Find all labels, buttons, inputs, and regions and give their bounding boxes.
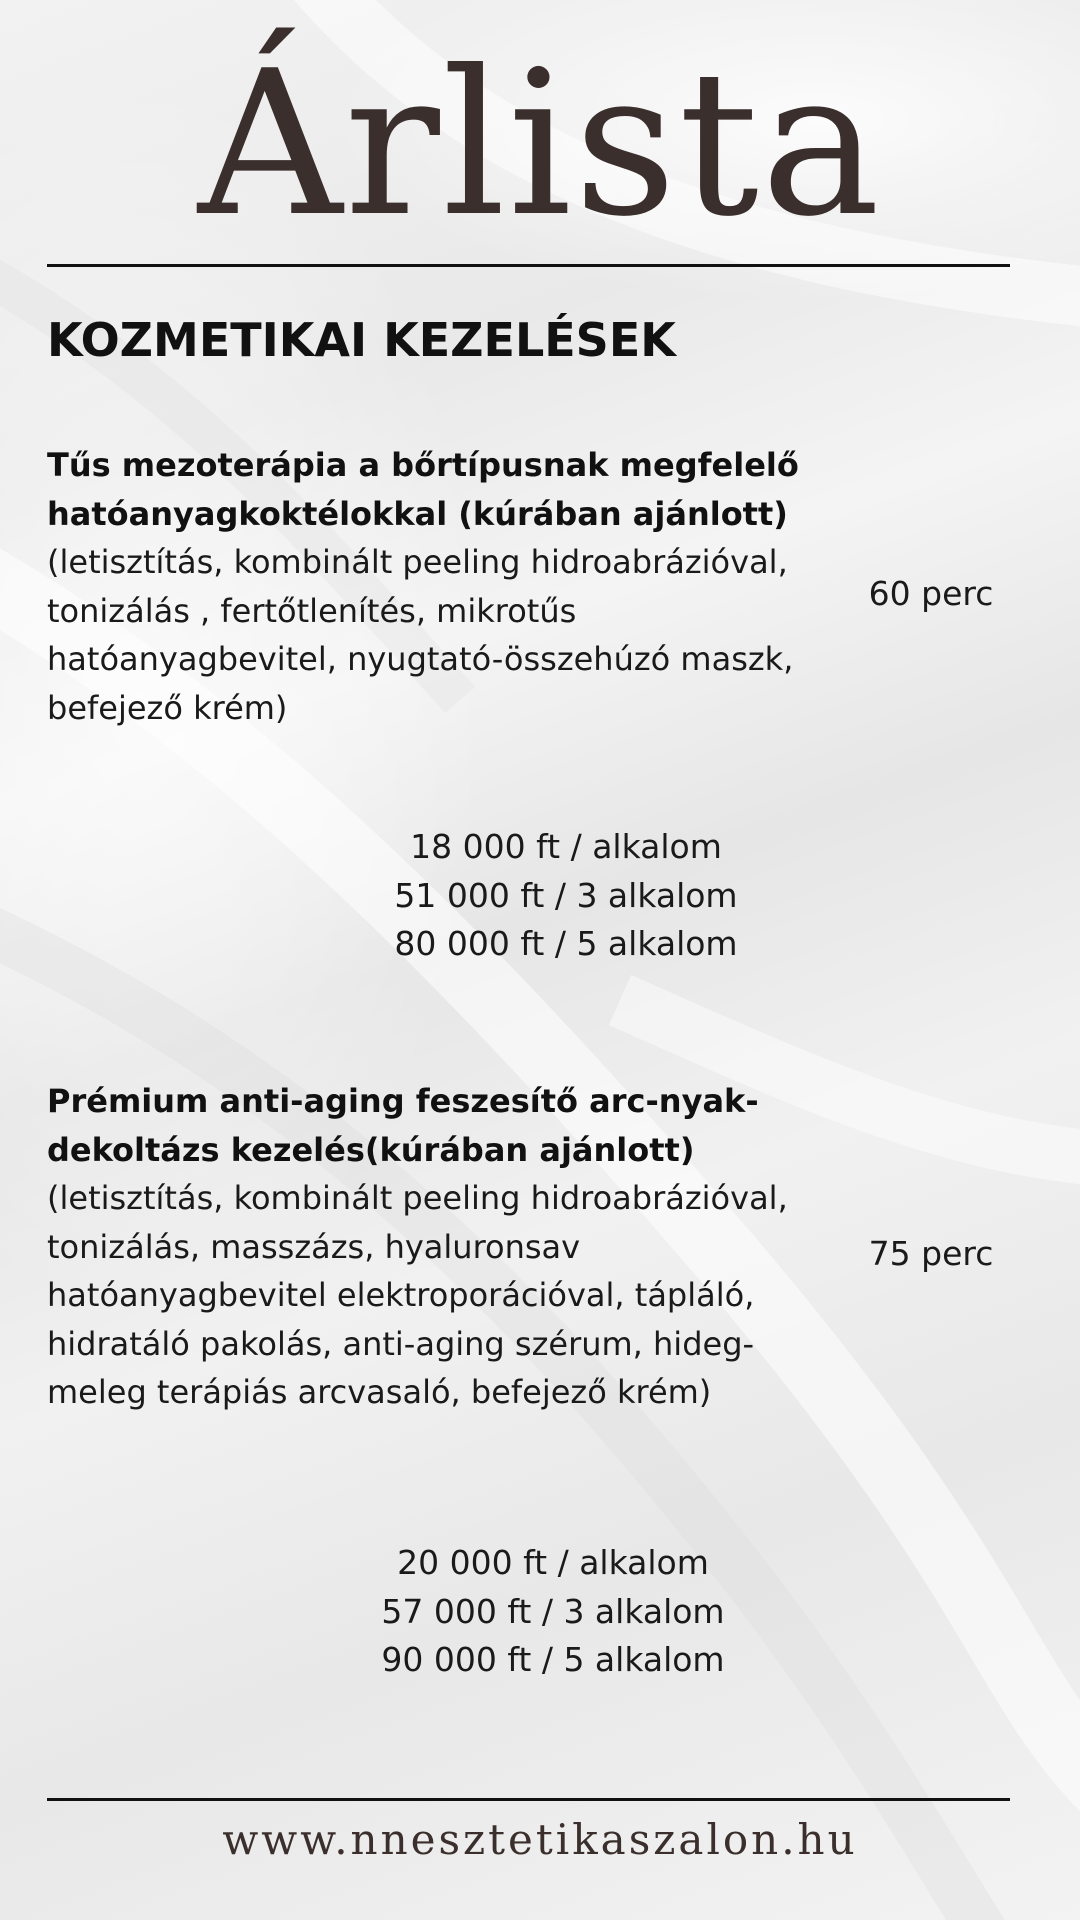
price-list	[316, 823, 816, 969]
treatment-description: (letisztítás, kombinált peeling hidroabrázióval, tonizálás , fertőtlenítés, mikrotűs hatóanyagbevitel, nyugtató-összehúzó maszk, befejező krém)	[47, 543, 794, 727]
treatment-name: Tűs mezoterápia a bőrtípusnak megfelelő hatóanyagkoktélokkal (kúrában ajánlott)	[47, 446, 799, 533]
price-line: 18 000 ft / alkalom	[410, 827, 722, 866]
treatment-description: (letisztítás, kombinált peeling hidroabrázióval, tonizálás, masszázs, hyaluronsav hatóanyagbevitel elektroporációval, tápláló, hidratáló pakolás, anti-aging szérum, hideg-meleg terápiás arcvasaló, befejező krém)	[47, 1179, 788, 1411]
treatment-item-anti-aging	[47, 1077, 837, 1417]
header-divider	[47, 264, 1010, 267]
website-url: www.nnesztetikaszalon.hu	[222, 1815, 858, 1864]
price-line: 80 000 ft / 5 alkalom	[394, 924, 738, 963]
section-heading: KOZMETIKAI KEZELÉSEK	[47, 313, 676, 367]
treatment-name: Prémium anti-aging feszesítő arc-nyak-dekoltázs kezelés(kúrában ajánlott)	[47, 1082, 759, 1169]
price-line: 51 000 ft / 3 alkalom	[394, 875, 738, 915]
price-line: 57 000 ft / 3 alkalom	[381, 1591, 725, 1631]
treatment-duration: 75 perc	[868, 1234, 994, 1273]
price-list	[303, 1539, 803, 1685]
treatment-item-mezoterapia	[47, 441, 837, 732]
footer-divider	[47, 1798, 1010, 1801]
treatment-duration: 60 perc	[868, 574, 994, 613]
price-line: 90 000 ft / 5 alkalom	[381, 1640, 725, 1679]
price-line: 20 000 ft / alkalom	[397, 1543, 709, 1582]
page-title: Árlista	[197, 28, 883, 261]
